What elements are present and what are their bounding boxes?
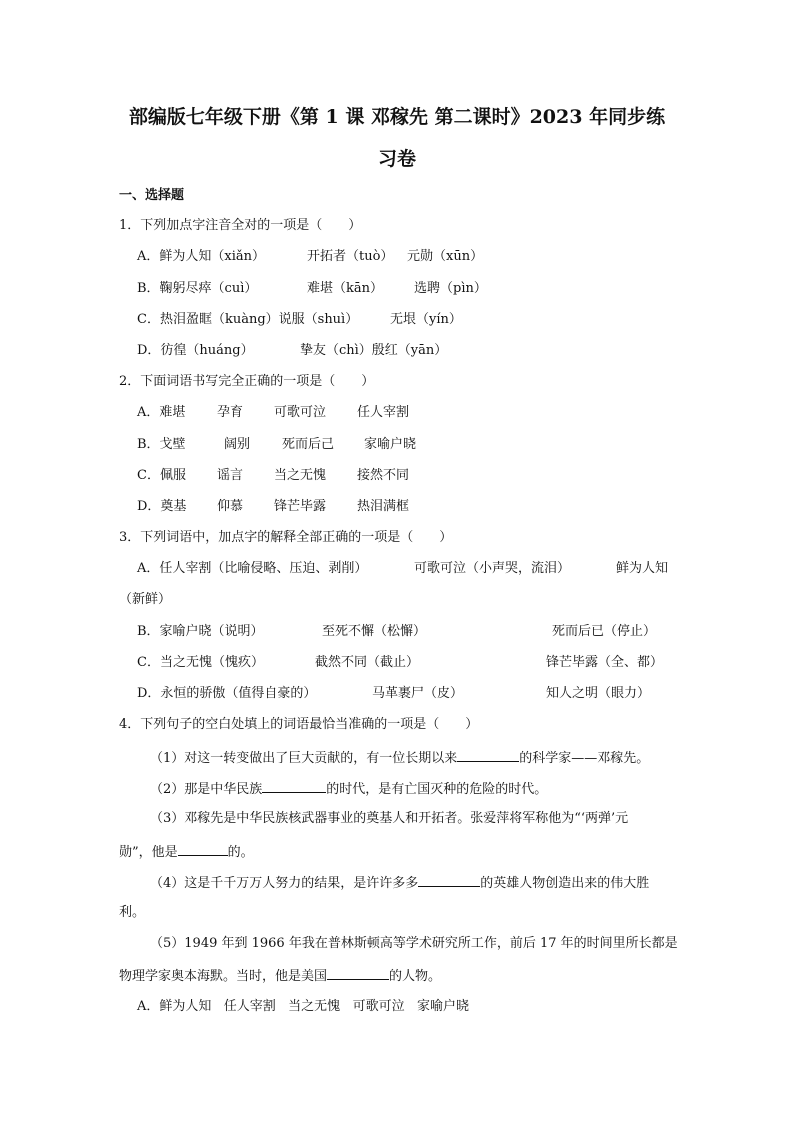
q3-option-b-word2: 至死不懈（松懈） bbox=[322, 624, 427, 639]
q3-option-c-word3: 锋芒毕露（全、都） bbox=[546, 655, 664, 670]
page-title: 部编版七年级下册《第 1 课 邓稼先 第二课时》2023 年同步练 bbox=[128, 106, 666, 128]
q1-option-b-word2: 难堪（kān） bbox=[307, 281, 384, 296]
q1-option-d-word2: 挚友（chì）殷红（yān） bbox=[300, 343, 448, 358]
q3-option-a-word3: 鲜为人知 bbox=[616, 561, 669, 576]
q1-option-a-word3: 元勋（xūn） bbox=[407, 249, 484, 264]
q4-sentence-3-part2: 勋”，他是 bbox=[119, 845, 178, 860]
q2-option-b: B．戈壁 bbox=[137, 437, 186, 452]
q4-sentence-2-part2: 的时代，是有亡国灭种的危险的时代。 bbox=[326, 782, 548, 797]
q3-option-a: A．任人宰割（比喻侵略、压迫、剥削） bbox=[137, 561, 368, 576]
q4-sentence-3-continued bbox=[119, 842, 254, 862]
q2-option-d-word2: 仰慕 bbox=[217, 499, 244, 514]
q4-sentence-4-part2: 的英雄人物创造出来的伟大胜 bbox=[480, 876, 650, 891]
q4-sentence-5-part3: 的人物。 bbox=[389, 969, 442, 984]
q2-option-b-word4: 家喻户晓 bbox=[364, 437, 417, 452]
q2-option-d-word4: 热泪满框 bbox=[357, 499, 410, 514]
q3-option-a-continued: （新鲜） bbox=[119, 592, 172, 607]
q3-option-c: C．当之无愧（愧疚） bbox=[137, 655, 264, 670]
fill-blank-2 bbox=[262, 779, 326, 793]
q4-option-a: A．鲜为人知 任人宰割 当之无愧 可歌可泣 家喻户晓 bbox=[137, 999, 469, 1014]
q2-option-a-word3: 可歌可泣 bbox=[274, 405, 327, 420]
q4-sentence-3-part3: 的。 bbox=[227, 845, 254, 860]
q1-option-a-word2: 开拓者（tuò） bbox=[307, 249, 394, 264]
q2-option-d: D．奠基 bbox=[137, 499, 187, 514]
q4-sentence-1-part1: （1）对这一转变做出了巨大贡献的，有一位长期以来 bbox=[150, 751, 458, 766]
q4-sentence-2-part1: （2）那是中华民族 bbox=[150, 782, 263, 797]
q1-option-d: D．彷徨（huáng） bbox=[137, 343, 254, 358]
q3-option-d-word2: 马革裹尸（皮） bbox=[372, 686, 464, 701]
q1-option-a: A．鲜为人知（xiǎn） bbox=[137, 249, 266, 264]
question-4-stem: 4．下列句子的空白处填上的词语最恰当准确的一项是（ ） bbox=[119, 717, 479, 732]
q2-option-c-word3: 当之无愧 bbox=[274, 468, 327, 483]
q4-sentence-1-part2: 的科学家——邓稼先。 bbox=[519, 751, 650, 766]
q2-option-a-word2: 孕育 bbox=[217, 405, 244, 420]
fill-blank-5 bbox=[327, 966, 389, 980]
q3-option-b-word3: 死而后已（停止） bbox=[552, 624, 657, 639]
q4-sentence-2 bbox=[150, 779, 547, 799]
section-heading: 一、选择题 bbox=[119, 188, 185, 203]
q1-option-b-word3: 选聘（pìn） bbox=[414, 281, 487, 296]
q4-sentence-3: （3）邓稼先是中华民族核武器事业的奠基人和开拓者。张爱萍将军称他为“‘两弹’元 bbox=[150, 811, 629, 826]
q1-option-b: B．鞠躬尽瘁（cuì） bbox=[137, 281, 258, 296]
q3-option-d-word3: 知人之明（眼力） bbox=[546, 686, 651, 701]
q4-sentence-4 bbox=[150, 873, 649, 893]
fill-blank-3 bbox=[178, 842, 228, 856]
q4-sentence-4-part1: （4）这是千千万万人努力的结果，是许许多多 bbox=[150, 876, 419, 891]
q2-option-a-word4: 任人宰割 bbox=[357, 405, 410, 420]
q1-option-c: C．热泪盈眶（kuàng）说服（shuì） bbox=[137, 312, 359, 327]
fill-blank-1 bbox=[457, 748, 519, 762]
page-title-continued: 习卷 bbox=[377, 148, 416, 170]
question-2-stem: 2．下面词语书写完全正确的一项是（ ） bbox=[119, 374, 375, 389]
q4-sentence-5: （5）1949 年到 1966 年我在普林斯顿高等学术研究所工作，前后 17 年的时间里所长都是 bbox=[150, 936, 678, 951]
q3-option-c-word2: 截然不同（截止） bbox=[315, 655, 420, 670]
q3-option-d: D．永恒的骄傲（值得自豪的） bbox=[137, 686, 317, 701]
q4-sentence-5-continued bbox=[119, 966, 441, 986]
q4-sentence-5-part2: 物理学家奥本海默。当时，他是美国 bbox=[119, 969, 328, 984]
q2-option-a: A．难堪 bbox=[137, 405, 186, 420]
q4-sentence-1 bbox=[150, 748, 649, 768]
question-3-stem: 3．下列词语中，加点字的解释全部正确的一项是（ ） bbox=[119, 530, 453, 545]
q2-option-d-word3: 锋芒毕露 bbox=[274, 499, 327, 514]
question-1-stem: 1．下列加点字注音全对的一项是（ ） bbox=[119, 218, 362, 233]
fill-blank-4 bbox=[418, 873, 480, 887]
q2-option-c-word4: 接然不同 bbox=[357, 468, 410, 483]
q2-option-c-word2: 谣言 bbox=[217, 468, 244, 483]
q4-sentence-4-continued: 利。 bbox=[119, 905, 146, 920]
q3-option-b: B．家喻户晓（说明） bbox=[137, 624, 264, 639]
q1-option-c-word3: 无垠（yín） bbox=[390, 312, 462, 327]
q3-option-a-word2: 可歌可泣（小声哭，流泪） bbox=[414, 561, 571, 576]
q2-option-b-word2: 阔别 bbox=[224, 437, 251, 452]
q2-option-c: C．佩服 bbox=[137, 468, 186, 483]
q2-option-b-word3: 死而后己 bbox=[282, 437, 335, 452]
